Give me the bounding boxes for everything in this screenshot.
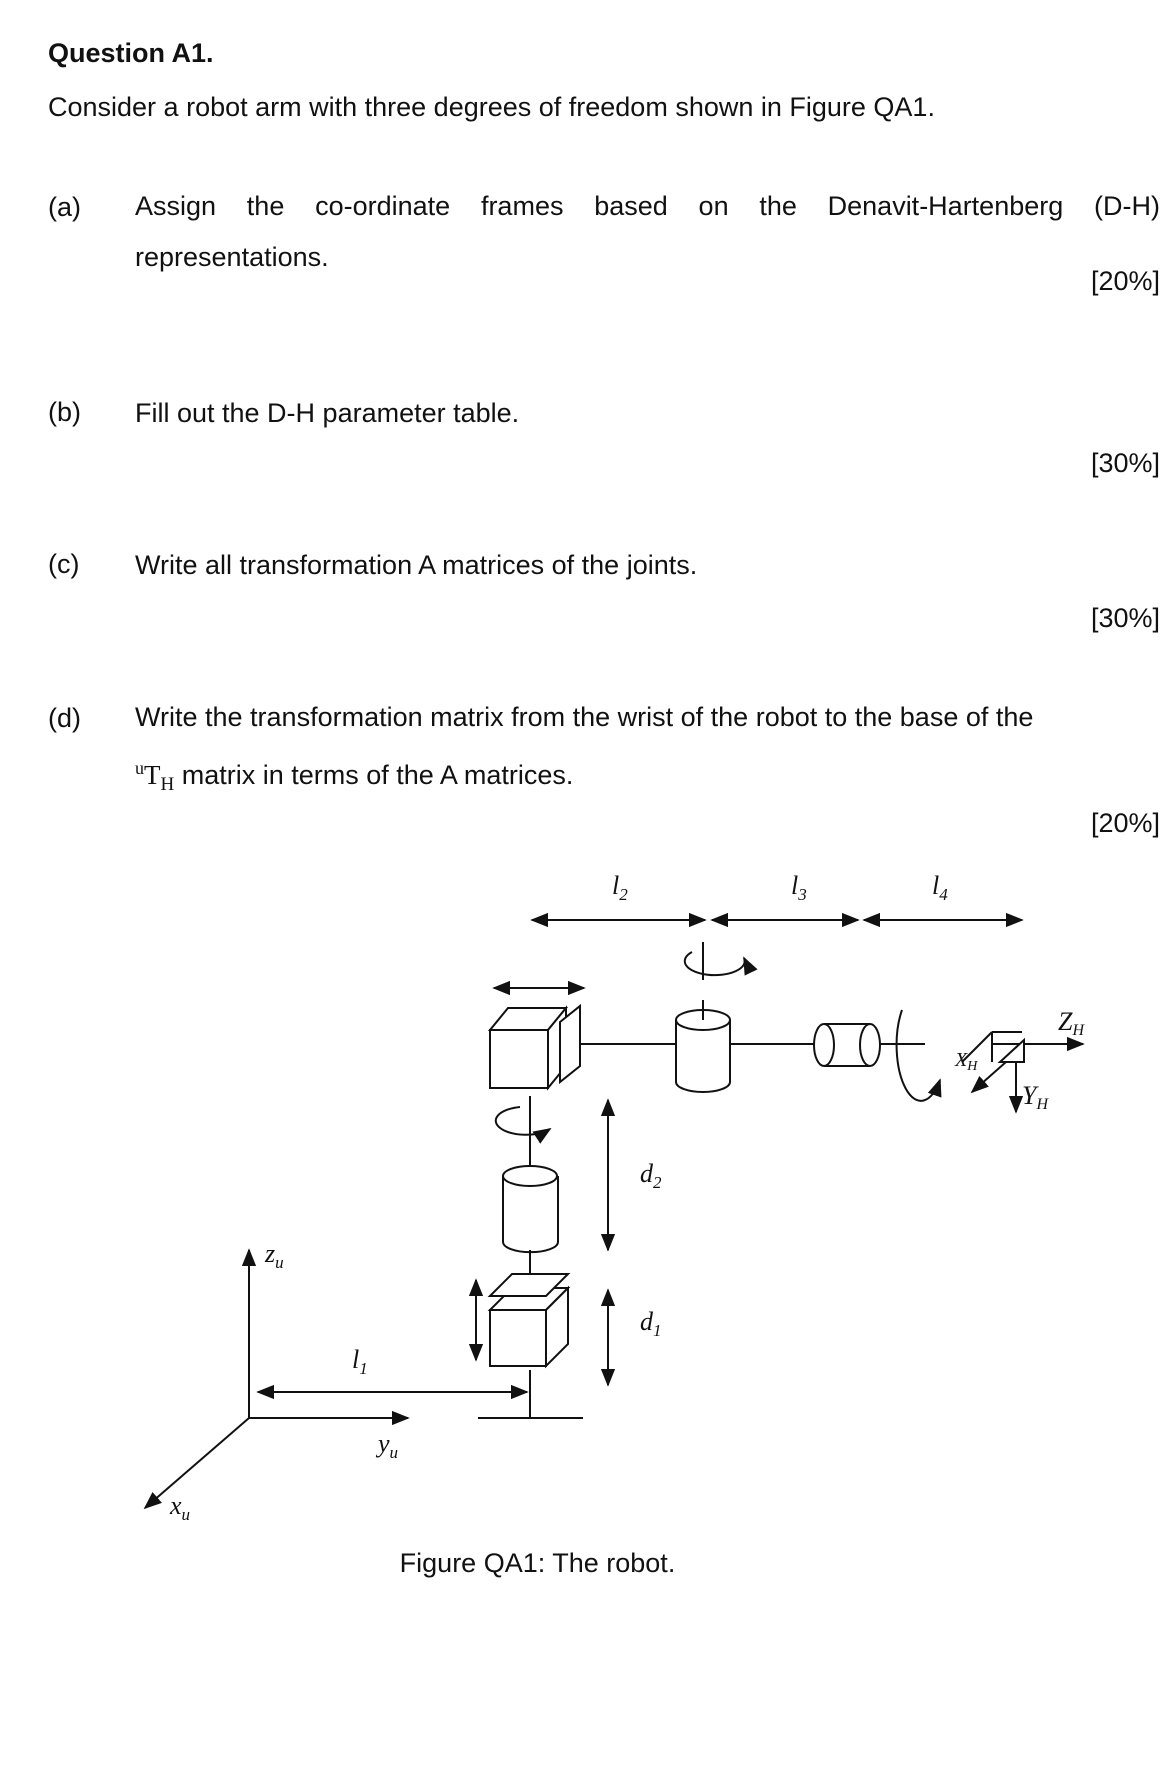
label-zh: ZH — [1058, 1007, 1085, 1039]
part-d-line1: Write the transformation matrix from the wrist of the robot to the base of the — [135, 702, 1034, 732]
part-c-label: (c) — [48, 549, 80, 579]
figure-caption: Figure QA1: The robot. — [399, 1548, 676, 1578]
matrix-superscript: u — [135, 758, 144, 778]
label-yh: YH — [1022, 1081, 1049, 1113]
label-l4: $l_4$ — [932, 871, 948, 904]
matrix-symbol: T — [144, 760, 161, 790]
question-intro: Consider a robot arm with three degrees of freedom shown in Figure QA1. — [48, 92, 935, 122]
part-a-label: (a) — [48, 192, 81, 222]
upper-prismatic-block — [490, 1006, 580, 1088]
matrix-subscript: H — [160, 774, 175, 795]
part-a-marks: [20%] — [1090, 266, 1160, 296]
part-c-marks: [30%] — [1090, 603, 1160, 633]
label-d2: $d_2$ — [640, 1159, 662, 1192]
part-b-marks: [30%] — [1090, 448, 1160, 478]
question-title: Question A1. — [48, 38, 214, 68]
label-d1: $d_1$ — [640, 1307, 662, 1340]
part-c-text: Write all transformation A matrices of the joints. — [135, 550, 698, 580]
part-d-label: (d) — [48, 703, 81, 733]
part-b-text: Fill out the D-H parameter table. — [135, 398, 520, 428]
label-yu: $y_u$ — [378, 1429, 399, 1462]
part-d-marks: [20%] — [1090, 808, 1160, 838]
label-zu: $z_u$ — [265, 1239, 284, 1272]
lower-cylinder — [503, 1166, 558, 1252]
lower-prismatic-block — [490, 1274, 568, 1366]
label-l1: $l_1$ — [352, 1345, 368, 1378]
rotation-arrow-lower — [496, 1107, 550, 1135]
rotation-arrow-wrist — [897, 1010, 940, 1101]
label-l2: $l_2$ — [612, 871, 628, 904]
label-xu: $x_u$ — [170, 1491, 191, 1524]
part-a-line1: Assign the co-ordinate frames based on the Denavit-Hartenberg (D-H) — [135, 191, 1160, 221]
label-xh: $X_H$ — [955, 1049, 978, 1074]
part-b-label: (b) — [48, 397, 81, 427]
part-d-line2-rest: matrix in terms of the A matrices. — [174, 760, 574, 790]
horizontal-cylinder — [814, 1024, 880, 1066]
xu-axis — [145, 1418, 249, 1508]
upper-cylinder — [676, 1000, 730, 1092]
label-l3: $l_3$ — [791, 871, 807, 904]
part-a-line2: representations. — [135, 242, 329, 272]
rotation-arrow-upper — [685, 952, 745, 975]
